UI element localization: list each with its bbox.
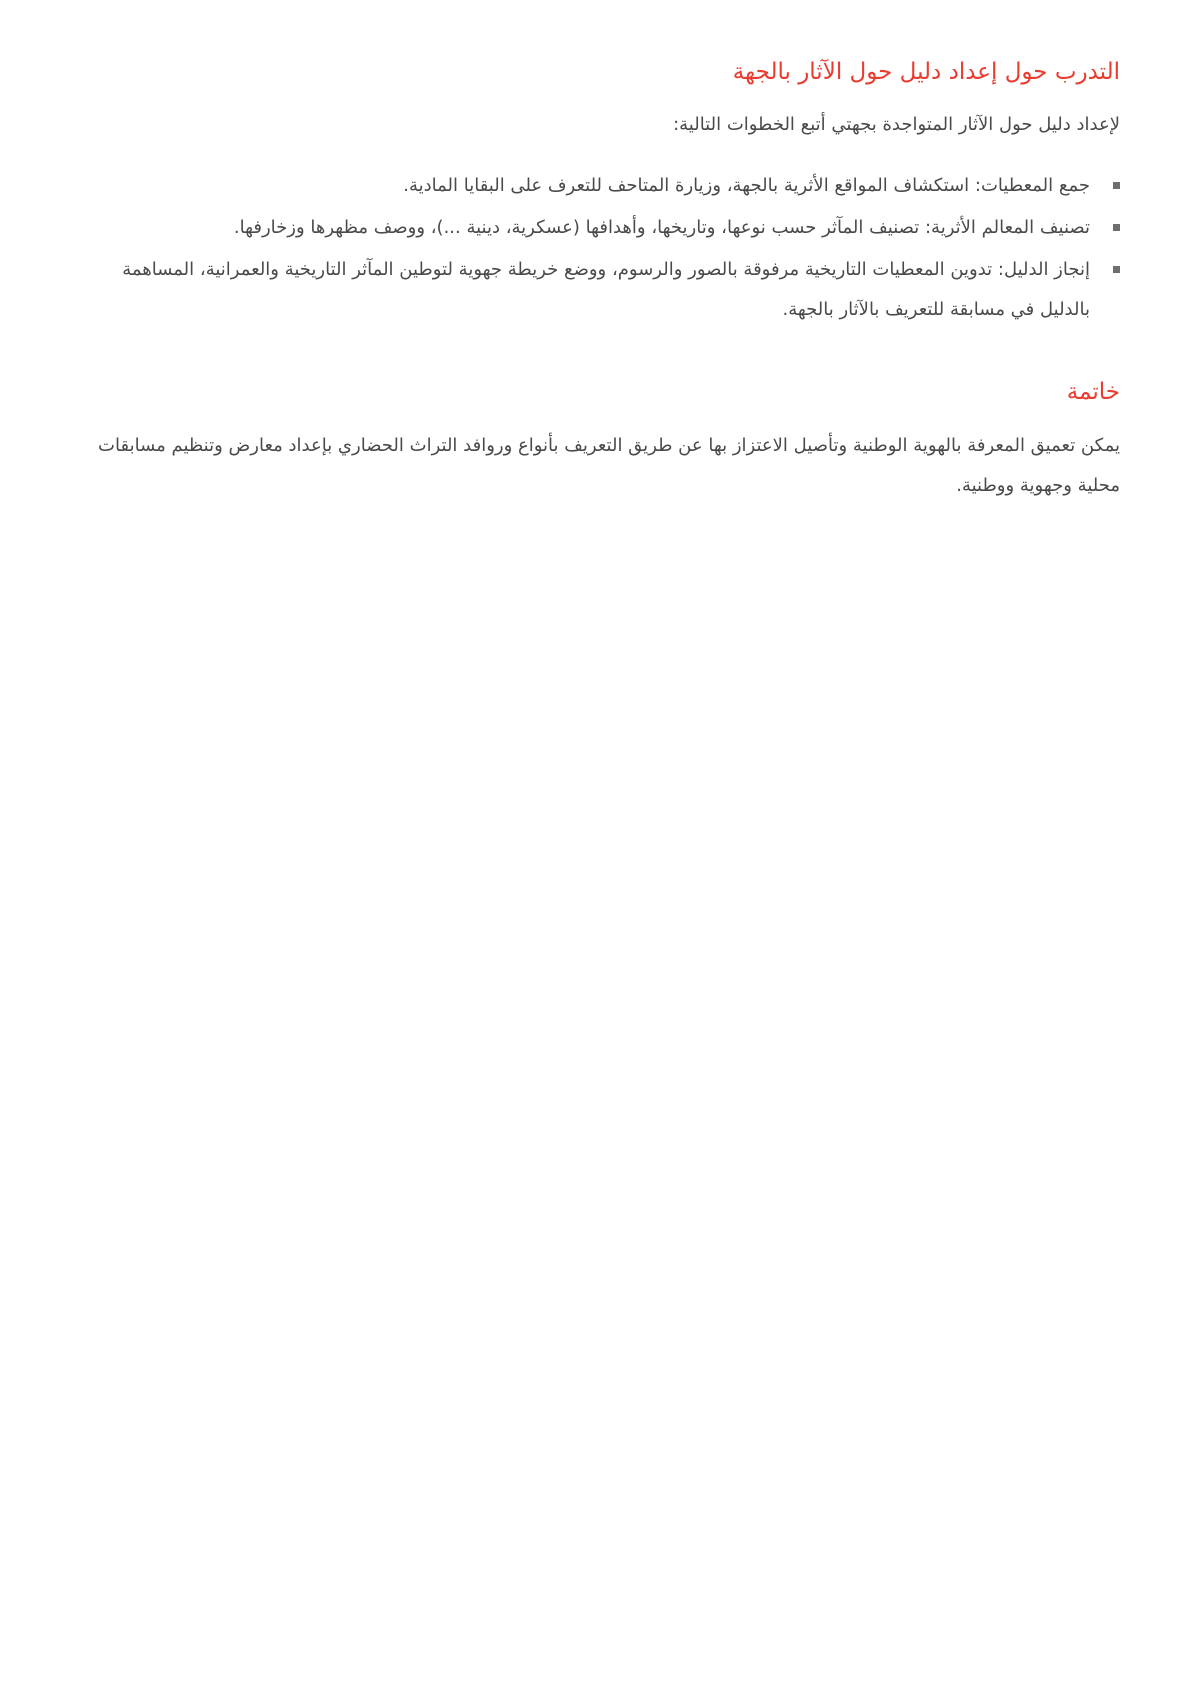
list-item-text: إنجاز الدليل: تدوين المعطيات التاريخية مرفوقة بالصور والرسوم، ووضع خريطة جهوية لتوطين المآثر التاريخية والعمرانية، المساهمة بالدليل في مسابقة للتعريف بالآثار بالجهة. [122,259,1090,320]
section-title-training: التدرب حول إعداد دليل حول الآثار بالجهة [732,59,1120,85]
square-bullet-icon [1113,224,1120,231]
list-item [96,166,1090,206]
conclusion-text: يمكن تعميق المعرفة بالهوية الوطنية وتأصيل الاعتزاز بها عن طريق التعريف بأنواع وروافد التراث الحضاري بإعداد معارض وتنظيم مسابقات محلية وجهوية ووطنية. [98,435,1120,496]
list-item-text: تصنيف المعالم الأثرية: تصنيف المآثر حسب نوعها، وتاريخها، وأهدافها (عسكرية، دينية ...)، ووصف مظهرها وزخارفها. [233,217,1090,238]
list-item [96,250,1090,330]
list-item [96,208,1090,248]
intro-text: لإعداد دليل حول الآثار المتواجدة بجهتي أتبع الخطوات التالية: [673,114,1120,135]
document-page [96,0,1120,506]
square-bullet-icon [1113,182,1120,189]
list-item-text: جمع المعطيات: استكشاف المواقع الأثرية بالجهة، وزيارة المتاحف للتعرف على البقايا المادية. [403,175,1090,196]
steps-list [96,166,1120,330]
section-title-conclusion: خاتمة [1066,379,1120,405]
square-bullet-icon [1113,266,1120,273]
